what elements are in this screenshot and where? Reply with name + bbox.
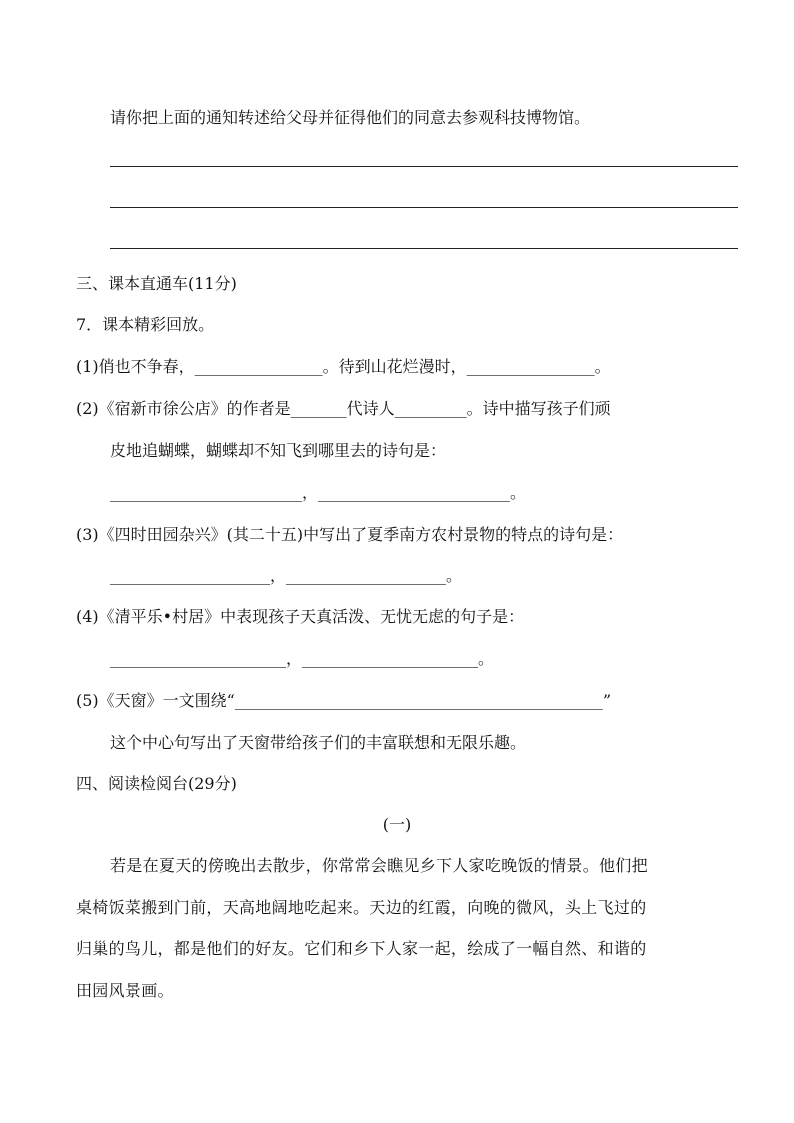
passage-line-4: 田园风景画。 <box>76 981 174 1000</box>
question-7-4-answer[interactable]: ______________________，______________________。 <box>110 649 495 668</box>
question-7-5-line-2: 这个中心句写出了天窗带给孩子们的丰富联想和无限乐趣。 <box>110 733 527 752</box>
question-7-2-line-1[interactable]: (2)《宿新市徐公店》的作者是_______代诗人_________。诗中描写孩子们顽 <box>76 399 611 418</box>
passage-title: (一) <box>382 815 412 834</box>
passage-line-3: 归巢的鸟儿，都是他们的好友。它们和乡下人家一起，绘成了一幅自然、和谐的 <box>76 939 647 958</box>
question-7-3-line-1: (3)《四时田园杂兴》(其二十五)中写出了夏季南方农村景物的特点的诗句是： <box>76 525 624 544</box>
question-7-5-line-1[interactable]: (5)《天窗》一文围绕“______________________________________________” <box>76 691 612 710</box>
section-4-heading: 四、阅读检阅台(29分) <box>76 774 237 793</box>
question-7-3-answer[interactable]: ____________________，____________________。 <box>110 566 463 585</box>
question-7-1[interactable]: (1)俏也不争春，________________。待到山花烂漫时，________________。 <box>76 357 611 376</box>
section-3-heading: 三、课本直通车(11分) <box>76 274 237 293</box>
question-7-4-line-1: (4)《清平乐•村居》中表现孩子天真活泼、无忧无虑的句子是： <box>76 607 525 626</box>
notice-prompt: 请你把上面的通知转述给父母并征得他们的同意去参观科技博物馆。 <box>110 108 591 127</box>
passage-line-2: 桌椅饭菜搬到门前，天高地阔地吃起来。天边的红霞，向晚的微风，头上飞过的 <box>76 898 647 917</box>
passage-line-1: 若是在夏天的傍晚出去散步，你常常会瞧见乡下人家吃晚饭的情景。他们把 <box>110 856 648 875</box>
question-7-title: 7．课本精彩回放。 <box>76 315 215 334</box>
answer-line-1[interactable] <box>110 166 738 167</box>
answer-line-2[interactable] <box>110 207 738 208</box>
answer-line-3[interactable] <box>110 248 738 249</box>
question-7-2-answer[interactable]: ________________________，________________________。 <box>110 483 527 502</box>
question-7-2-line-2: 皮地追蝴蝶，蝴蝶却不知飞到哪里去的诗句是： <box>110 441 447 460</box>
